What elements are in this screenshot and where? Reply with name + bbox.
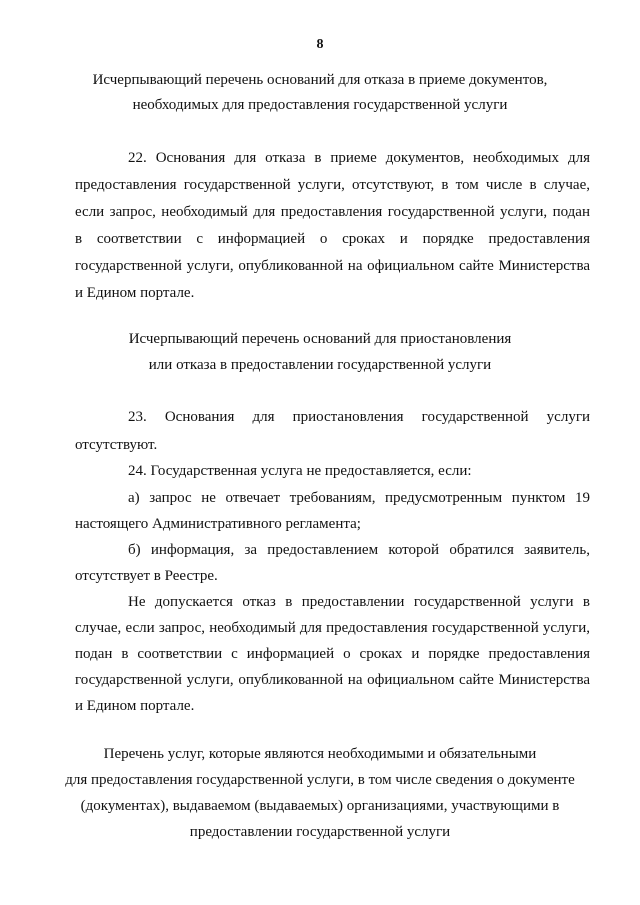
section1-heading-line-2: необходимых для предоставления государственной услуги — [132, 97, 508, 113]
refusal-para-line-2: случае, если запрос, необходимый для предоставления государственной услуги, — [75, 620, 590, 636]
item-a-line-1: а) запрос не отвечает требованиям, предусмотренным пунктом 19 — [128, 490, 590, 506]
section3-heading-line-2: для предоставления государственной услуги, в том числе сведения о документе — [65, 772, 575, 788]
para23-line-2: отсутствуют. — [75, 437, 158, 453]
para22-line-2: предоставления государственной услуги, отсутствуют, в том числе в случае, — [75, 177, 590, 193]
section2-heading-line-1: Исчерпывающий перечень оснований для приостановления — [128, 331, 512, 347]
item-a-line-2: настоящего Административного регламента; — [75, 516, 361, 532]
para22-line-1: 22. Основания для отказа в приеме документов, необходимых для — [128, 150, 590, 166]
section2-heading-line-2: или отказа в предоставлении государственной услуги — [148, 357, 492, 373]
item-b-line-1: б) информация, за предоставлением которой обратился заявитель, — [128, 542, 590, 558]
para22-line-6: и Едином портале. — [75, 285, 195, 301]
item-b-line-2: отсутствует в Реестре. — [75, 568, 218, 584]
section1-heading-line-1: Исчерпывающий перечень оснований для отказа в приеме документов, — [92, 72, 548, 88]
refusal-para-line-1: Не допускается отказ в предоставлении государственной услуги в — [128, 594, 590, 610]
refusal-para-line-4: государственной услуги, опубликованной на официальном сайте Министерства — [75, 672, 590, 688]
para22-line-5: государственной услуги, опубликованной на официальном сайте Министерства — [75, 258, 590, 274]
refusal-para-line-5: и Едином портале. — [75, 698, 195, 714]
page-number: 8 — [316, 37, 324, 52]
para24: 24. Государственная услуга не предоставляется, если: — [128, 463, 472, 479]
section3-heading-line-1: Перечень услуг, которые являются необходимыми и обязательными — [103, 746, 537, 762]
para23-line-1: 23. Основания для приостановления государственной услуги — [128, 409, 590, 425]
para22-line-4: в соответствии с информацией о сроках и порядке предоставления — [75, 231, 590, 247]
refusal-para-line-3: подан в соответствии с информацией о сроках и порядке предоставления — [75, 646, 590, 662]
para22-line-3: если запрос, необходимый для предоставления государственной услуги, подан — [75, 204, 590, 220]
section3-heading-line-4: предоставлении государственной услуги — [189, 824, 451, 840]
section3-heading-line-3: (документах), выдаваемом (выдаваемых) организациями, участвующими в — [80, 798, 560, 814]
